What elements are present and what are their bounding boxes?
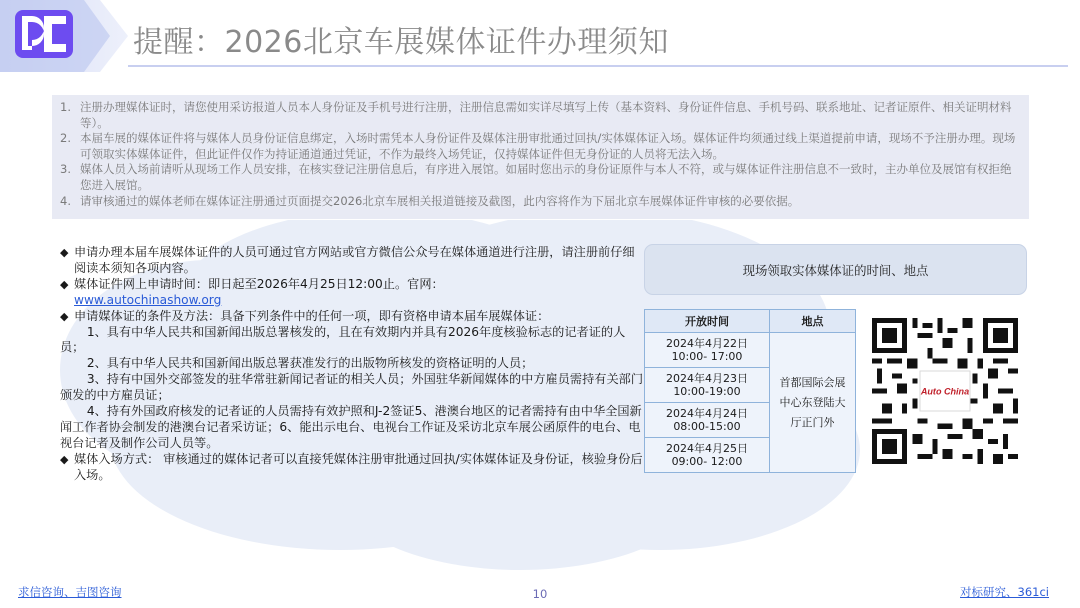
condition-4: 4、持有外国政府核发的记者证的人员需持有效护照和J-2签证5、港澳台地区的记者需持有由中华全国新闻工作者协会制发的港澳台记者采访证；6、能出示电台、电视台工作证及采访北京车展公函原件的电台、电视台记者及制作公司人员等。 — [60, 404, 642, 450]
logo-icon — [15, 10, 73, 58]
location-cell: 首都国际会展中心东登陆大厅正门外 — [770, 333, 856, 473]
qr-code-image — [872, 318, 1018, 464]
diamond-bullet-icon: ◆ — [60, 452, 69, 466]
notice-item: 1. 注册办理媒体证时，请您使用采访报道人员本人身份证及手机号进行注册，注册信息需如实详尽填写上传（基本资料、身份证件信息、手机号码、联系地址、记者证原件、相关证明材料等）。 — [60, 100, 1012, 130]
notice-item: 2. 本届车展的媒体证件将与媒体人员身份证信息绑定，入场时需凭本人身份证件及媒体注册审批通过回执/实体媒体证入场。媒体证件均须通过线上渠道提前申请，现场不予注册办理。现场可领取实体媒体证件，但此证件仅作为持证通道通过凭证，不作为最终入场凭证，仅持媒体证件但无身份证的人员将无法入场。 — [60, 131, 1016, 161]
pickup-schedule-table — [644, 309, 856, 473]
page-number: 10 — [532, 587, 548, 601]
diamond-bullet-icon: ◆ — [60, 309, 69, 323]
bullet-conditions: ◆ 申请媒体证的条件及方法：具备下列条件中的任何一项，即有资格申请本届车展媒体证： — [60, 308, 550, 323]
header — [0, 0, 1080, 72]
col-header-location: 地点 — [770, 310, 856, 333]
page-title: 提醒：2026北京车展媒体证件办理须知 — [133, 25, 669, 60]
footer-left-link[interactable]: 求信咨询、吉图咨询 — [18, 585, 122, 599]
diamond-bullet-icon: ◆ — [60, 277, 69, 291]
notice-box — [52, 95, 1029, 219]
condition-1: 1、具有中华人民共和国新闻出版总署核发的，且在有效期内并具有2026年度核验标志的记者证的人员； — [60, 324, 626, 355]
table-row — [645, 333, 856, 368]
condition-3: 3、持有中国外交部签发的驻华常驻新闻记者证的相关人员；外国驻华新闻媒体的中方雇员需持有关部门颁发的中方雇员证； — [60, 372, 644, 403]
bullet-register: ◆ 申请办理本届车展媒体证件的人员可通过官方网站或官方微信公众号在媒体通道进行注册，请注册前仔细阅读本须知各项内容。 — [60, 245, 635, 275]
time-cell: 2024年4月24日 08:00-15:00 — [645, 403, 770, 438]
footer-right-link[interactable]: 对标研究、361ci — [960, 585, 1049, 599]
pickup-info-header: 现场领取实体媒体证的时间、地点 — [644, 244, 1027, 295]
qr-center-logo: Auto China — [920, 386, 970, 397]
notice-item: 3. 媒体人员入场前请听从现场工作人员安排，在核实登记注册信息后，有序进入展馆。如届时您出示的身份证原件与本人不符，或与媒体证件注册信息不一致时，主办单位及展馆有权拒绝您进入展馆。 — [60, 162, 1012, 192]
time-cell: 2024年4月25日 09:00- 12:00 — [645, 438, 770, 473]
diamond-bullet-icon: ◆ — [60, 246, 69, 259]
media-application-info — [60, 245, 645, 484]
col-header-time: 开放时间 — [645, 310, 770, 333]
bullet-entry-method: ◆ 媒体入场方式： 审核通过的媒体记者可以直接凭媒体注册审批通过回执/实体媒体证及身份证，核验身份后入场。 — [60, 451, 643, 482]
official-site-link[interactable]: www.autochinashow.org — [74, 292, 222, 307]
notice-item: 4. 请审核通过的媒体老师在媒体证注册通过页面提交2026北京车展相关报道链接及截图，此内容将作为下届北京车展媒体证件审核的必要依据。 — [60, 193, 800, 208]
bullet-apply-time: ◆ 媒体证件网上申请时间：即日起至2026年4月25日12:00止。官网： — [60, 276, 444, 291]
time-cell: 2024年4月22日 10:00- 17:00 — [645, 333, 770, 368]
time-cell: 2024年4月23日 10:00-19:00 — [645, 368, 770, 403]
condition-2: 2、具有中华人民共和国新闻出版总署获准发行的出版物所核发的资格证明的人员； — [86, 356, 534, 371]
